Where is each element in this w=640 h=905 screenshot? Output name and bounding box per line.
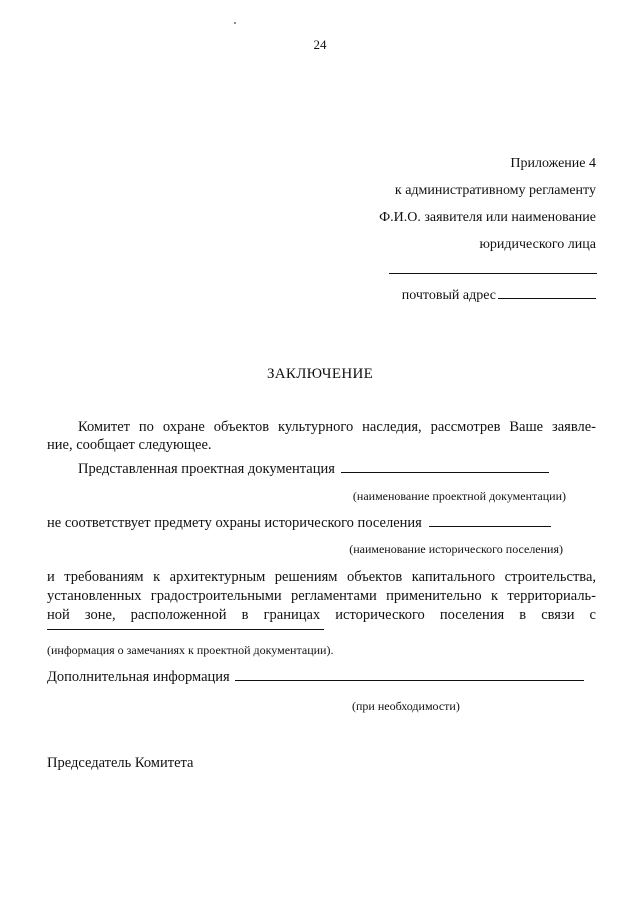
additional-info-caption: (при необходимости) [352,699,460,713]
additional-info-blank[interactable] [235,679,584,681]
requirements-line-3: ной зоне, расположенной в границах исторического поселения в связи с [47,607,596,623]
signature-label: Председатель Комитета [47,755,194,771]
postal-address-row [402,288,596,304]
remarks-caption: (информация о замечаниях к проектной документации). [47,643,334,657]
intro-line-1: Комитет по охране объектов культурного наследия, рассмотрев Ваше заявле- [78,419,596,435]
historic-settlement-blank[interactable] [429,525,551,527]
requirements-line-1: и требованиям к архитектурным решениям объектов капитального строительства, [47,569,596,585]
page-number: 24 [313,37,327,52]
historic-settlement-caption: (наименование исторического поселения) [349,542,563,556]
project-docs-blank[interactable] [341,471,549,473]
additional-info-row [47,669,584,686]
project-docs-row [78,461,549,478]
appendix-label: Приложение 4 [510,156,596,171]
regulation-ref: к административному регламенту [394,183,596,198]
reason-blank[interactable] [47,629,324,630]
applicant-name-label: Ф.И.О. заявителя или наименование [379,210,596,225]
legal-entity-label: юридического лица [479,237,596,252]
not-matching-label: не соответствует предмету охраны исторического поселения [47,515,422,531]
not-matching-row [47,515,551,532]
postal-address-blank[interactable] [498,297,596,299]
intro-line-2: ние, сообщает следующее. [47,437,212,453]
project-docs-caption: (наименование проектной документации) [352,489,566,503]
scan-speck [234,22,236,24]
project-docs-label: Представленная проектная документация [78,461,335,477]
additional-info-label: Дополнительная информация [47,669,230,685]
applicant-name-blank[interactable] [389,273,597,274]
postal-address-label: почтовый адрес [401,288,496,303]
document-title: ЗАКЛЮЧЕНИЕ [266,366,374,382]
requirements-paragraph [47,568,596,625]
intro-paragraph [47,418,596,437]
requirements-line-2: установленных градостроительными регламентами применительно к территориаль- [47,588,596,604]
